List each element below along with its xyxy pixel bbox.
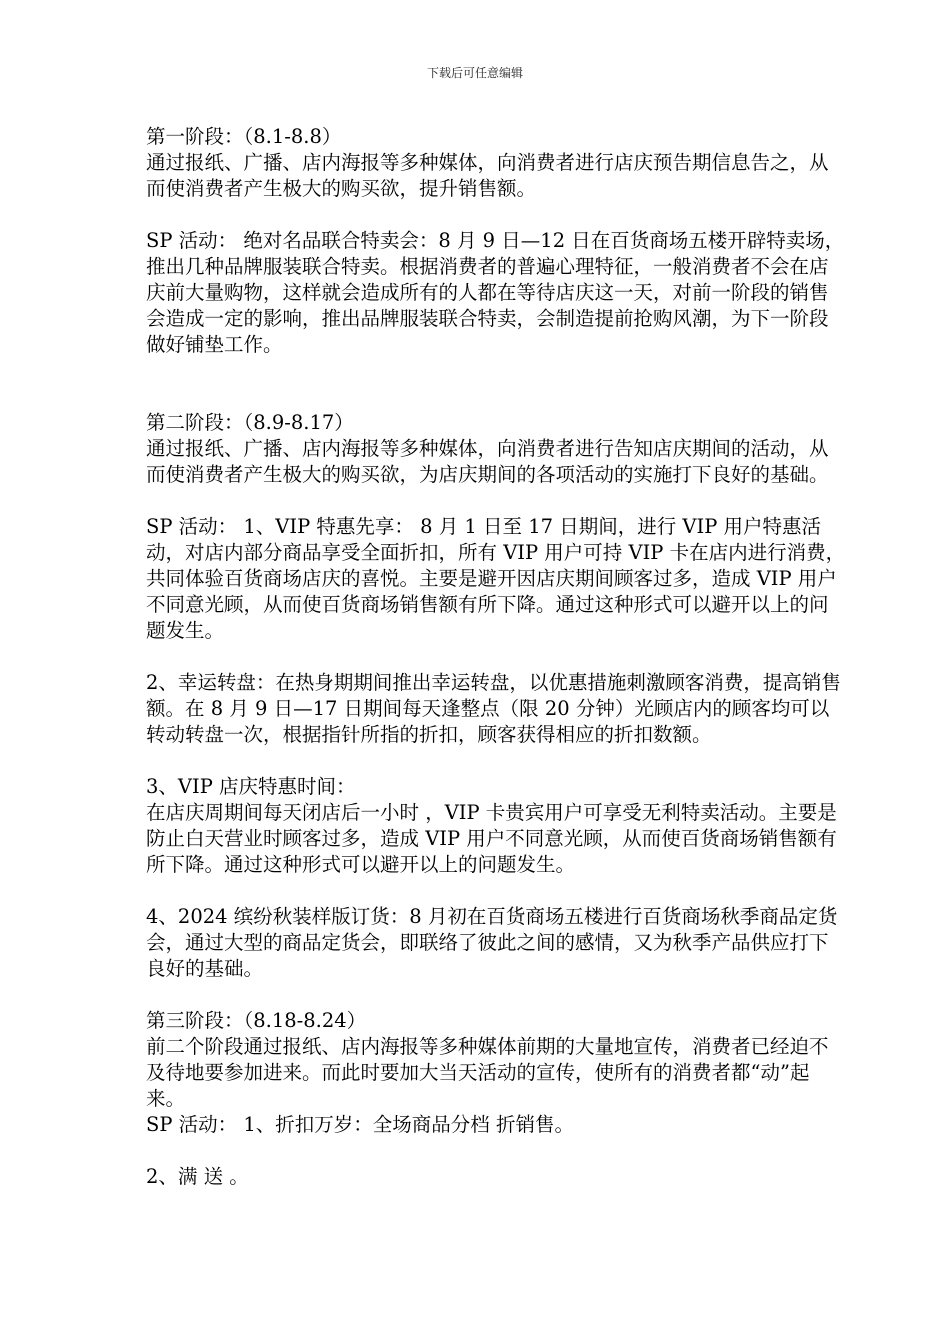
stage-two-sp-activity-vip: SP 活动： 1、VIP 特惠先享： 8 月 1 日至 17 日期间，进行 VIP 用户特惠活动，对店内部分商品享受全面折扣，所有 VIP 用户可持 VIP 卡在店内进行消费，共同体验百货商场店庆的喜悦。主要是避开因店庆期间顾客过多，造成 VIP 用户不同意光顾，从而使百货商场销售额有所下降。通过这种形式可以避开以上的问题发生。 bbox=[146, 515, 846, 642]
stage-two-lucky-wheel: 2、幸运转盘：在热身期期间推出幸运转盘，以优惠措施刺激顾客消费，提高销售额。在 8 月 9 日—17 日期间每天逢整点（限 20 分钟）光顾店内的顾客均可以转动转盘一次，根据指针所指的折扣，顾客获得相应的折扣数额。 bbox=[146, 671, 841, 746]
stage-one-heading: 第一阶段：（8.1-8.8） bbox=[146, 125, 342, 148]
stage-three-sp-activity: SP 活动： 1、折扣万岁：全场商品分档 折销售。 bbox=[146, 1113, 574, 1136]
stage-one-description: 通过报纸、广播、店内海报等多种媒体，向消费者进行店庆预告期信息告之，从而使消费者产生极大的购买欲，提升销售额。 bbox=[146, 151, 829, 200]
stage-one-sp-activity: SP 活动： 绝对名品联合特卖会：8 月 9 日—12 日在百货商场五楼开辟特卖场，推出几种品牌服装联合特卖。根据消费者的普遍心理特征，一般消费者不会在店庆前大量购物，这样就会造成所有的人都在等待店庆这一天，对前一阶段的销售会造成一定的影响，推出品牌服装联合特卖，会制造提前抢购风潮，为下一阶段做好铺垫工作。 bbox=[146, 229, 845, 356]
stage-two-vip-time-description: 在店庆周期间每天闭店后一小时 ，VIP 卡贵宾用户可享受无利特卖活动。主要是防止白天营业时顾客过多，造成 VIP 用户不同意光顾，从而使百货商场销售额有所下降。通过这种形式可以避开以上的问题发生。 bbox=[146, 801, 837, 876]
document-body bbox=[146, 124, 846, 1190]
stage-three-heading: 第三阶段：（8.18-8.24） bbox=[146, 1009, 367, 1032]
stage-two-description: 通过报纸、广播、店内海报等多种媒体，向消费者进行告知店庆期间的活动，从而使消费者产生极大的购买欲，为店庆期间的各项活动的实施打下良好的基础。 bbox=[146, 437, 829, 486]
stage-three-description: 前二个阶段通过报纸、店内海报等多种媒体前期的大量地宣传，消费者已经迫不及待地要参加进来。而此时要加大当天活动的宣传，使所有的消费者都“动”起来。 bbox=[146, 1035, 829, 1110]
stage-three-gift-offer: 2、满 送 。 bbox=[146, 1165, 249, 1188]
stage-two-vip-time-heading: 3、VIP 店庆特惠时间： bbox=[146, 775, 356, 798]
page-header: 下载后可任意编辑 bbox=[426, 66, 523, 80]
stage-two-heading: 第二阶段：（8.9-8.17） bbox=[146, 411, 354, 434]
stage-two-autumn-ordering: 4、2024 缤纷秋装样版订货：8 月初在百货商场五楼进行百货商场秋季商品定货会，通过大型的商品定货会，即联络了彼此之间的感情，又为秋季产品供应打下良好的基础。 bbox=[146, 905, 838, 980]
